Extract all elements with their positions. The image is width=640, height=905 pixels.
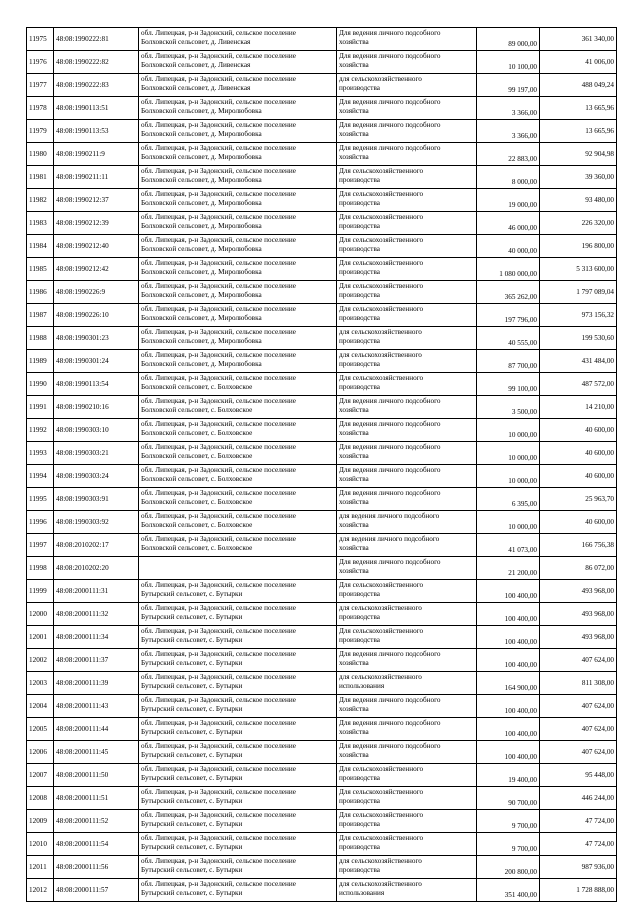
cadastral-number: 48:08:2000111:50 [54,764,139,787]
cadastral-cost: 407 624,00 [540,718,617,741]
table-row [27,97,617,120]
address: обл. Липецкая, р-н Задонский, сельское поселение Бутырский сельсовет, с. Бутырки [139,879,337,902]
area-value: 6 395,00 [477,488,540,511]
row-number: 11981 [27,166,54,189]
cadastral-cost: 196 800,00 [540,235,617,258]
table-row [27,304,617,327]
address: обл. Липецкая, р-н Задонский, сельское поселение Болховской сельсовет, с. Болховское [139,534,337,557]
area-value: 46 000,00 [477,212,540,235]
permitted-use: для сельскохозяйственного производства [337,74,477,97]
cadastral-cost: 86 072,00 [540,557,617,580]
table-row [27,557,617,580]
table-row [27,281,617,304]
permitted-use: Для ведения личного подсобного хозяйства [337,649,477,672]
address: обл. Липецкая, р-н Задонский, сельское поселение Болховской сельсовет, д. Ливенская [139,28,337,51]
table-row [27,741,617,764]
cadastral-number: 48:08:2000111:43 [54,695,139,718]
area-value: 19 000,00 [477,189,540,212]
permitted-use: Для ведения личного подсобного хозяйства [337,419,477,442]
address: обл. Липецкая, р-н Задонский, сельское поселение Болховской сельсовет, с. Болховское [139,419,337,442]
area-value: 200 800,00 [477,856,540,879]
table-row [27,672,617,695]
address: обл. Липецкая, р-н Задонский, сельское поселение Болховской сельсовет, с. Болховское [139,465,337,488]
cadastral-cost: 493 968,00 [540,626,617,649]
permitted-use: Для ведения личного подсобного хозяйства [337,695,477,718]
area-value: 100 400,00 [477,580,540,603]
address: обл. Липецкая, р-н Задонский, сельское поселение Болховской сельсовет, с. Болховское [139,488,337,511]
row-number: 11990 [27,373,54,396]
cadastral-number: 48:08:2000111:54 [54,833,139,856]
table-row [27,580,617,603]
cadastral-number: 48:08:1990303:24 [54,465,139,488]
permitted-use: Для сельскохозяйственного производства [337,626,477,649]
cadastral-cost: 25 963,70 [540,488,617,511]
cadastral-number: 48:08:1990301:24 [54,350,139,373]
area-value: 100 400,00 [477,649,540,672]
cadastral-cost: 40 600,00 [540,465,617,488]
area-value: 99 100,00 [477,373,540,396]
table-row [27,810,617,833]
permitted-use: Для сельскохозяйственного производства [337,189,477,212]
address: обл. Липецкая, р-н Задонский, сельское поселение Болховской сельсовет, с. Болховское [139,373,337,396]
cadastral-cost: 361 340,00 [540,28,617,51]
area-value: 40 555,00 [477,327,540,350]
area-value: 100 400,00 [477,695,540,718]
address: обл. Липецкая, р-н Задонский, сельское поселение Болховской сельсовет, с. Болховское [139,442,337,465]
table-row [27,327,617,350]
row-number: 11980 [27,143,54,166]
area-value: 100 400,00 [477,603,540,626]
area-value: 41 073,00 [477,534,540,557]
cadastral-number: 48:08:1990212:40 [54,235,139,258]
permitted-use: для сельскохозяйственного использования [337,672,477,695]
table-row [27,856,617,879]
area-value: 87 700,00 [477,350,540,373]
cadastral-number: 48:08:2000111:51 [54,787,139,810]
cadastral-number: 48:08:1990303:21 [54,442,139,465]
cadastral-cost: 39 360,00 [540,166,617,189]
address: обл. Липецкая, р-н Задонский, сельское поселение Болховской сельсовет, д. Миролюбовка [139,120,337,143]
table-row [27,51,617,74]
row-number: 11999 [27,580,54,603]
address: обл. Липецкая, р-н Задонский, сельское поселение Болховской сельсовет, д. Миролюбовка [139,166,337,189]
area-value: 10 000,00 [477,465,540,488]
cadastral-number: 48:08:2010202:17 [54,534,139,557]
address: обл. Липецкая, р-н Задонский, сельское поселение Бутырский сельсовет, с. Бутырки [139,810,337,833]
row-number: 11976 [27,51,54,74]
row-number: 11987 [27,304,54,327]
area-value: 3 366,00 [477,97,540,120]
area-value: 89 000,00 [477,28,540,51]
row-number: 11995 [27,488,54,511]
address: обл. Липецкая, р-н Задонский, сельское поселение Болховской сельсовет, д. Миролюбовка [139,97,337,120]
permitted-use: Для ведения личного подсобного хозяйства [337,741,477,764]
permitted-use: Для ведения личного подсобного хозяйства [337,143,477,166]
area-value: 10 000,00 [477,442,540,465]
address: обл. Липецкая, р-н Задонский, сельское поселение Болховской сельсовет, д. Миролюбовка [139,143,337,166]
cadastral-number: 48:08:2000111:32 [54,603,139,626]
row-number: 11982 [27,189,54,212]
area-value: 100 400,00 [477,718,540,741]
area-value: 8 000,00 [477,166,540,189]
row-number: 11978 [27,97,54,120]
cadastral-number: 48:08:1990303:91 [54,488,139,511]
cadastral-number: 48:08:1990303:92 [54,511,139,534]
table-row [27,718,617,741]
permitted-use: для сельскохозяйственного производства [337,856,477,879]
permitted-use: Для ведения личного подсобного хозяйства [337,465,477,488]
area-value: 10 000,00 [477,511,540,534]
area-value: 3 500,00 [477,396,540,419]
cadastral-number: 48:08:2000111:56 [54,856,139,879]
cadastral-number: 48:08:2000111:37 [54,649,139,672]
cadastral-cost: 95 448,00 [540,764,617,787]
row-number: 12011 [27,856,54,879]
cadastral-cost: 226 320,00 [540,212,617,235]
area-value: 21 200,00 [477,557,540,580]
permitted-use: Для ведения личного подсобного хозяйства [337,442,477,465]
permitted-use: Для ведения личного подсобного хозяйства [337,396,477,419]
table-row [27,258,617,281]
permitted-use: Для сельскохозяйственного производства [337,281,477,304]
cadastral-cost: 40 600,00 [540,419,617,442]
table-row [27,120,617,143]
address: обл. Липецкая, р-н Задонский, сельское поселение Болховской сельсовет, д. Миролюбовка [139,212,337,235]
cadastral-cost: 40 600,00 [540,442,617,465]
cadastral-cost: 199 530,60 [540,327,617,350]
cadastral-cost: 446 244,00 [540,787,617,810]
address: обл. Липецкая, р-н Задонский, сельское поселение Болховской сельсовет, д. Ливенская [139,74,337,97]
cadastral-number: 48:08:1990113:53 [54,120,139,143]
cadastral-number: 48:08:1990226:10 [54,304,139,327]
address: обл. Липецкая, р-н Задонский, сельское поселение Болховской сельсовет, д. Миролюбовка [139,189,337,212]
table-row [27,419,617,442]
row-number: 11975 [27,28,54,51]
permitted-use: для сельскохозяйственного производства [337,327,477,350]
table-row [27,465,617,488]
address: обл. Липецкая, р-н Задонский, сельское поселение Бутырский сельсовет, с. Бутырки [139,672,337,695]
row-number: 11986 [27,281,54,304]
address: обл. Липецкая, р-н Задонский, сельское поселение Бутырский сельсовет, с. Бутырки [139,764,337,787]
cadastral-cost: 47 724,00 [540,833,617,856]
row-number: 11993 [27,442,54,465]
permitted-use: для ведения личного подсобного хозяйства [337,534,477,557]
address: обл. Липецкая, р-н Задонский, сельское поселение Бутырский сельсовет, с. Бутырки [139,580,337,603]
cadastral-cost: 488 049,24 [540,74,617,97]
cadastral-cost: 493 968,00 [540,603,617,626]
permitted-use: Для сельскохозяйственного производства [337,235,477,258]
address: обл. Липецкая, р-н Задонский, сельское поселение Болховской сельсовет, д. Миролюбовка [139,350,337,373]
table-row [27,626,617,649]
permitted-use: Для сельскохозяйственного производства [337,764,477,787]
address: обл. Липецкая, р-н Задонский, сельское поселение Бутырский сельсовет, с. Бутырки [139,833,337,856]
area-value: 40 000,00 [477,235,540,258]
row-number: 12006 [27,741,54,764]
permitted-use: Для сельскохозяйственного производства [337,373,477,396]
cadastral-cost: 41 006,00 [540,51,617,74]
area-value: 3 366,00 [477,120,540,143]
permitted-use: Для сельскохозяйственного производства [337,304,477,327]
table-row [27,74,617,97]
address: обл. Липецкая, р-н Задонский, сельское поселение Бутырский сельсовет, с. Бутырки [139,626,337,649]
permitted-use: Для ведения личного подсобного хозяйства [337,557,477,580]
cadastral-number: 48:08:1990211:11 [54,166,139,189]
table-row [27,373,617,396]
permitted-use: Для сельскохозяйственного производства [337,787,477,810]
cadastral-number: 48:08:1990113:51 [54,97,139,120]
cadastral-number: 48:08:1990210:16 [54,396,139,419]
cadastral-number: 48:08:1990113:54 [54,373,139,396]
row-number: 12000 [27,603,54,626]
row-number: 11983 [27,212,54,235]
area-value: 22 883,00 [477,143,540,166]
cadastral-cost: 92 904,98 [540,143,617,166]
cadastral-cost: 407 624,00 [540,649,617,672]
cadastral-cost: 431 484,00 [540,350,617,373]
cadastral-cost: 5 313 600,00 [540,258,617,281]
cadastral-cost: 987 936,00 [540,856,617,879]
cadastral-cost: 407 624,00 [540,741,617,764]
table-row [27,695,617,718]
address: обл. Липецкая, р-н Задонский, сельское поселение Бутырский сельсовет, с. Бутырки [139,718,337,741]
address: обл. Липецкая, р-н Задонский, сельское поселение Бутырский сельсовет, с. Бутырки [139,787,337,810]
row-number: 11997 [27,534,54,557]
table-row [27,396,617,419]
area-value: 365 262,00 [477,281,540,304]
cadastral-cost: 93 480,00 [540,189,617,212]
permitted-use: Для ведения личного подсобного хозяйства [337,97,477,120]
address: обл. Липецкая, р-н Задонский, сельское поселение Бутырский сельсовет, с. Бутырки [139,695,337,718]
document-page [26,27,616,902]
cadastral-cost: 493 968,00 [540,580,617,603]
cadastral-cost: 40 600,00 [540,511,617,534]
cadastral-cost: 13 665,96 [540,97,617,120]
row-number: 11985 [27,258,54,281]
row-number: 12001 [27,626,54,649]
table-row [27,833,617,856]
cadastral-number: 48:08:2000111:39 [54,672,139,695]
address: обл. Липецкая, р-н Задонский, сельское поселение Бутырский сельсовет, с. Бутырки [139,603,337,626]
row-number: 11984 [27,235,54,258]
cadastral-number: 48:08:1990212:39 [54,212,139,235]
address: обл. Липецкая, р-н Задонский, сельское поселение Бутырский сельсовет, с. Бутырки [139,856,337,879]
area-value: 99 197,00 [477,74,540,97]
row-number: 12010 [27,833,54,856]
area-value: 19 400,00 [477,764,540,787]
row-number: 11979 [27,120,54,143]
cadastral-number: 48:08:2000111:34 [54,626,139,649]
table-row [27,488,617,511]
cadastral-cost: 166 756,38 [540,534,617,557]
table-row [27,442,617,465]
cadastral-number: 48:08:1990212:42 [54,258,139,281]
table-row [27,879,617,902]
cadastral-number: 48:08:1990212:37 [54,189,139,212]
table-row [27,189,617,212]
table-row [27,212,617,235]
table-row [27,787,617,810]
land-plots-table [26,27,617,902]
cadastral-number: 48:08:1990222:81 [54,28,139,51]
row-number: 11998 [27,557,54,580]
permitted-use: Для ведения личного подсобного хозяйства [337,718,477,741]
address: обл. Липецкая, р-н Задонский, сельское поселение Болховской сельсовет, д. Миролюбовка [139,281,337,304]
cadastral-cost: 13 665,96 [540,120,617,143]
table-row [27,534,617,557]
table-row [27,603,617,626]
permitted-use: Для сельскохозяйственного производства [337,580,477,603]
table-row [27,28,617,51]
row-number: 11988 [27,327,54,350]
permitted-use: для сельскохозяйственного производства [337,603,477,626]
permitted-use: для сельскохозяйственного использования [337,879,477,902]
cadastral-number: 48:08:2000111:31 [54,580,139,603]
row-number: 12009 [27,810,54,833]
row-number: 11992 [27,419,54,442]
cadastral-number: 48:08:2000111:52 [54,810,139,833]
cadastral-number: 48:08:2000111:45 [54,741,139,764]
address [139,557,337,580]
cadastral-cost: 1 728 888,00 [540,879,617,902]
address: обл. Липецкая, р-н Задонский, сельское поселение Бутырский сельсовет, с. Бутырки [139,741,337,764]
area-value: 9 700,00 [477,810,540,833]
row-number: 12012 [27,879,54,902]
cadastral-cost: 973 156,32 [540,304,617,327]
table-row [27,511,617,534]
address: обл. Липецкая, р-н Задонский, сельское поселение Болховской сельсовет, д. Миролюбовка [139,327,337,350]
permitted-use: Для ведения личного подсобного хозяйства [337,120,477,143]
address: обл. Липецкая, р-н Задонский, сельское поселение Болховской сельсовет, д. Миролюбовка [139,235,337,258]
permitted-use: для ведения личного подсобного хозяйства [337,511,477,534]
area-value: 197 796,00 [477,304,540,327]
permitted-use: Для ведения личного подсобного хозяйства [337,51,477,74]
cadastral-number: 48:08:1990222:83 [54,74,139,97]
address: обл. Липецкая, р-н Задонский, сельское поселение Болховской сельсовет, д. Ливенская [139,51,337,74]
permitted-use: Для сельскохозяйственного производства [337,212,477,235]
cadastral-cost: 14 210,00 [540,396,617,419]
cadastral-number: 48:08:1990303:10 [54,419,139,442]
row-number: 11989 [27,350,54,373]
area-value: 10 000,00 [477,419,540,442]
cadastral-number: 48:08:1990226:9 [54,281,139,304]
cadastral-number: 48:08:1990301:23 [54,327,139,350]
area-value: 9 700,00 [477,833,540,856]
row-number: 12005 [27,718,54,741]
row-number: 11991 [27,396,54,419]
cadastral-number: 48:08:2000111:44 [54,718,139,741]
permitted-use: Для ведения личного подсобного хозяйства [337,488,477,511]
cadastral-cost: 47 724,00 [540,810,617,833]
permitted-use: Для сельскохозяйственного производства [337,833,477,856]
row-number: 12002 [27,649,54,672]
table-row [27,166,617,189]
area-value: 10 100,00 [477,51,540,74]
table-row [27,143,617,166]
address: обл. Липецкая, р-н Задонский, сельское поселение Болховской сельсовет, с. Болховское [139,511,337,534]
table-row [27,649,617,672]
area-value: 100 400,00 [477,626,540,649]
row-number: 12008 [27,787,54,810]
cadastral-cost: 407 624,00 [540,695,617,718]
address: обл. Липецкая, р-н Задонский, сельское поселение Болховской сельсовет, д. Миролюбовка [139,304,337,327]
address: обл. Липецкая, р-н Задонский, сельское поселение Бутырский сельсовет, с. Бутырки [139,649,337,672]
row-number: 11994 [27,465,54,488]
area-value: 90 700,00 [477,787,540,810]
cadastral-number: 48:08:2010202:20 [54,557,139,580]
permitted-use: для сельскохозяйственного производства [337,350,477,373]
row-number: 11996 [27,511,54,534]
address: обл. Липецкая, р-н Задонский, сельское поселение Болховской сельсовет, с. Болховское [139,396,337,419]
row-number: 11977 [27,74,54,97]
area-value: 1 080 000,00 [477,258,540,281]
permitted-use: Для ведения личного подсобного хозяйства [337,28,477,51]
cadastral-cost: 487 572,00 [540,373,617,396]
cadastral-number: 48:08:1990211:9 [54,143,139,166]
address: обл. Липецкая, р-н Задонский, сельское поселение Болховской сельсовет, д. Миролюбовка [139,258,337,281]
cadastral-number: 48:08:1990222:82 [54,51,139,74]
table-row [27,350,617,373]
row-number: 12003 [27,672,54,695]
area-value: 164 900,00 [477,672,540,695]
area-value: 351 400,00 [477,879,540,902]
permitted-use: Для сельскохозяйственного производства [337,810,477,833]
table-body [27,28,617,902]
permitted-use: Для сельскохозяйственного производства [337,258,477,281]
cadastral-cost: 1 797 089,04 [540,281,617,304]
permitted-use: Для сельскохозяйственного производства [337,166,477,189]
row-number: 12004 [27,695,54,718]
table-row [27,235,617,258]
table-row [27,764,617,787]
cadastral-number: 48:08:2000111:57 [54,879,139,902]
cadastral-cost: 811 308,00 [540,672,617,695]
row-number: 12007 [27,764,54,787]
area-value: 100 400,00 [477,741,540,764]
